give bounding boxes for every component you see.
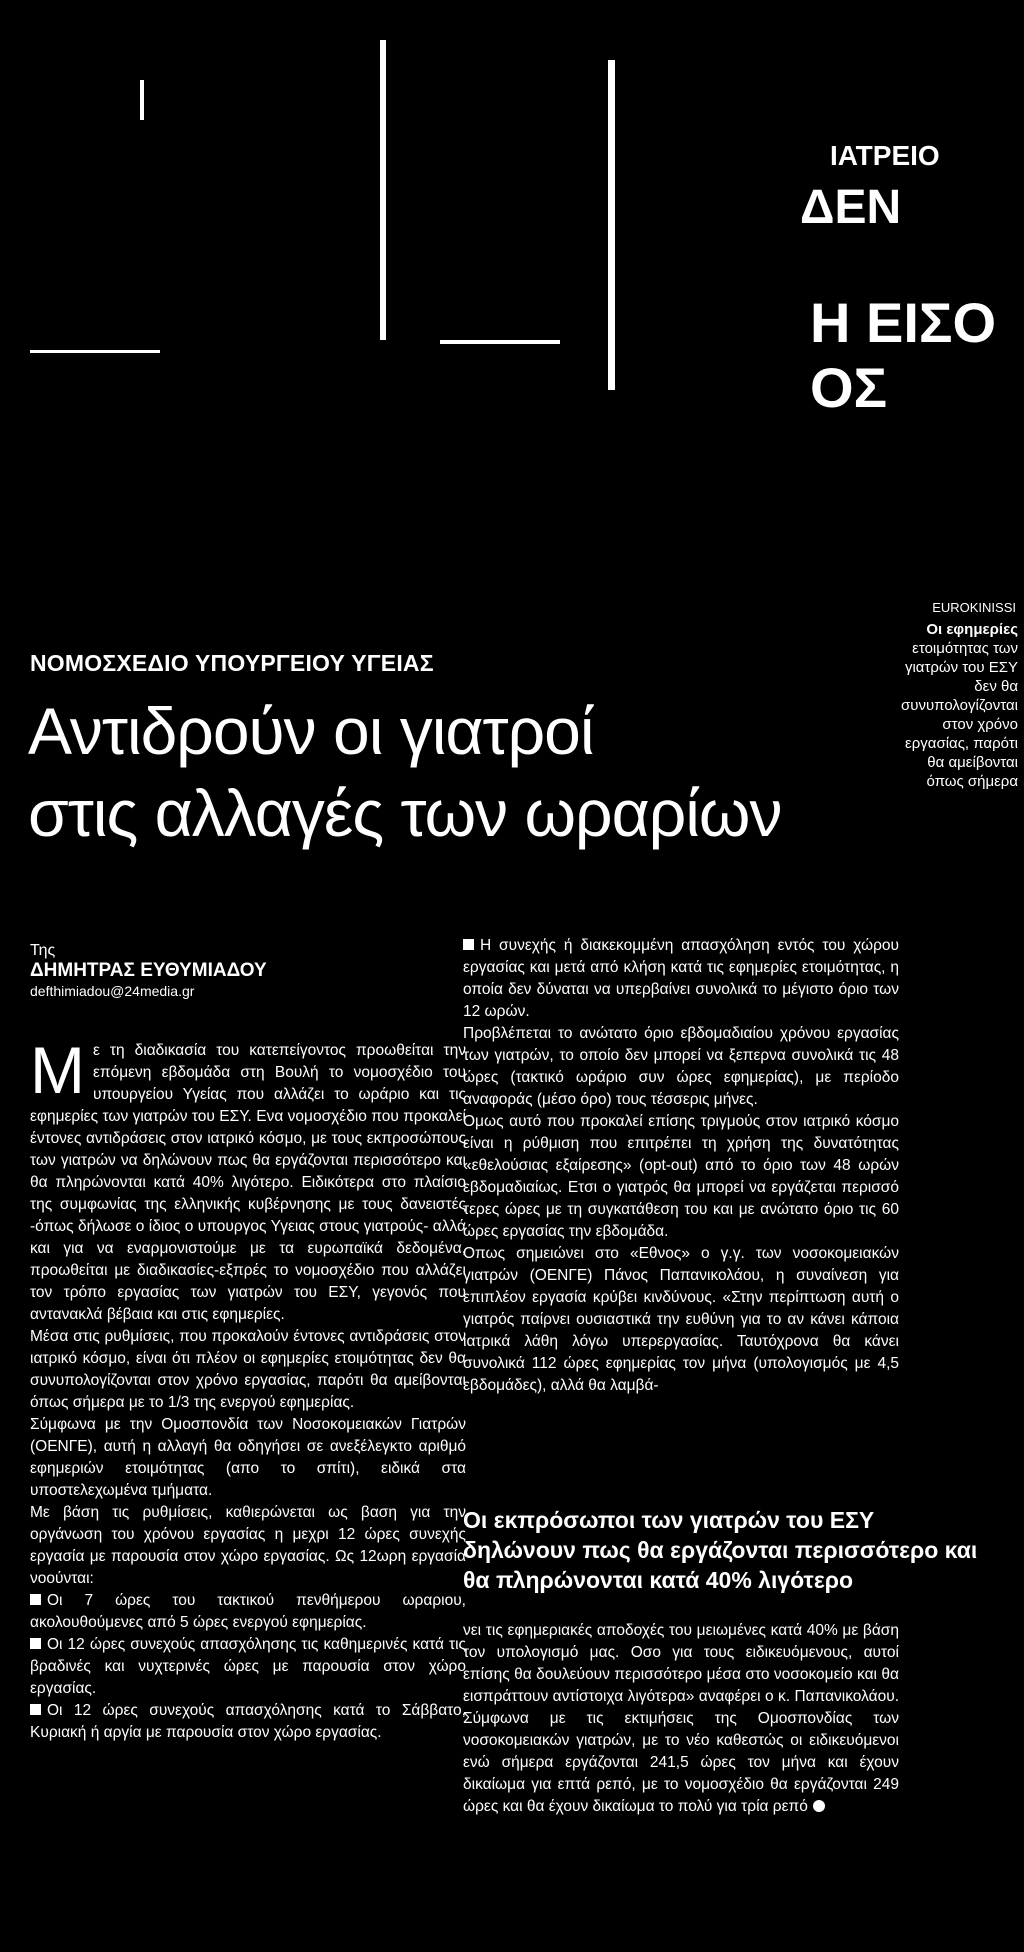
caption-bold: Οι εφημερίες	[926, 621, 1018, 638]
photo-sign-text: ΔΕΝ	[800, 181, 902, 234]
photo-light-streak	[140, 80, 144, 120]
headline	[28, 690, 781, 854]
article-paragraph: νει τις εφημεριακές αποδοχές του μειωμένες κατά 40% με βάση τον υπολογισμό μας. Οσο για τους ειδικευόμενους, αυτοί επίσης θα δουλεύουν περισσότερο μέσα στο νοσοκομείο και θα εισπράττουν αντίστοιχα λιγότερα» αναφέρει ο κ. Παπανικολάου. Σύμφωνα με τις εκτιμήσεις της Ομοσπονδίας των νοσοκομειακών γιατρών, με το νέο καθεστώς οι ειδικευόμενοι ενώ σήμερα εργάζονται 241,5 ώρες τον μήνα και έχουν δικαίωμα για επτά ρεπό, με το νομοσχέδιο θα εργάζονται 249 ώρες και θα έχουν δικαίωμα το πολύ για τρία ρεπό	[463, 1622, 899, 1815]
byline-email[interactable]: defthimiadou@24media.gr	[30, 983, 195, 999]
photo-light-streak	[440, 340, 560, 344]
byline-prefix: Της	[30, 942, 56, 959]
photo-caption	[890, 620, 1018, 791]
photo-light-streak	[30, 350, 160, 353]
article-paragraph: Σύμφωνα με την Ομοσπονδία των Νοσοκομειακών Γιατρών (ΟΕΝΓΕ), αυτή η αλλαγή θα οδηγήσει σε ανεξέλεγκτο αριθμό εφημεριών ετοιμότητας (απο το σπίτι), ειδικά στα υποστελεχωμένα τμήματα.	[30, 1416, 466, 1499]
article-paragraph: Μέσα στις ρυθμίσεις, που προκαλούν έντονες αντιδράσεις στον ιατρικό κόσμο, είναι ότι πλέον οι εφημερίες ετοιμότητας δεν θα συνυπολογίζονται στον χρόνο εργασίας, παρότι θα αμείβονται όπως σήμερα με το 1/3 της ενεργού εφημερίας.	[30, 1328, 466, 1411]
photo-light-streak	[608, 60, 615, 390]
header-photo	[0, 0, 1024, 600]
article-paragraph: Προβλέπεται το ανώτατο όριο εβδομαδιαίου χρόνου εργασίας των γιατρών, το οποίο δεν μπορεί να ξεπερνα συνολικά τις 48 ώρες (τακτικό ωράριο συν ώρες εφημερίας), με περίοδο αναφοράς (μέσο όρο) τους τέσσερις μήνες.	[463, 1025, 899, 1108]
photo-credit: EUROKINISSI	[932, 600, 1016, 615]
pull-quote: Οι εκπρόσωποι των γιατρών του ΕΣΥ δηλώνουν πως θα εργάζονται περισσότερο και θα πληρώνονται κατά 40% λιγότερο	[463, 1507, 978, 1593]
drop-cap: Μ	[30, 1033, 85, 1107]
section-kicker: ΝΟΜΟΣΧΕΔΙΟ ΥΠΟΥΡΓΕΙΟΥ ΥΓΕΙΑΣ	[30, 650, 434, 676]
photo-sign-text: Η ΕΙΣΟ ΟΣ	[810, 291, 997, 419]
article-column-2	[463, 935, 899, 1397]
caption-text: ετοιμότητας των γιατρών του ΕΣΥ δεν θα συνυπολογίζονται στον χρόνο εργασίας, παρότι θα αμείβονται όπως σήμερα	[901, 640, 1018, 790]
photo-sign-text: ΙΑΤΡΕΙΟ	[830, 140, 940, 171]
bullet-item: Οι 12 ώρες συνεχούς απασχόλησης τις καθημερινές κατά τις βραδινές και νυχτερινές ώρες με παρουσία στον χώρο εργασίας.	[30, 1636, 466, 1697]
headline-line: Αντιδρούν οι γιατροί	[28, 694, 594, 768]
end-mark-icon	[813, 1800, 825, 1812]
bullet-item: Οι 12 ώρες συνεχούς απασχόλησης κατά το Σάββατο, Κυριακή ή αργία με παρουσία στον χώρο εργασίας.	[30, 1702, 466, 1741]
article-paragraph: Με βάση τις ρυθμίσεις, καθιερώνεται ως βαση για την οργάνωση του χρόνου εργασίας η μεχρι 12 ώρες συνεχής εργασία με παρουσία στον χώρο εργασίας. Ως 12ωρη εργασία νοούνται:	[30, 1504, 466, 1587]
article-column-1	[30, 1033, 466, 1744]
bullet-square-icon	[30, 1704, 41, 1715]
bullet-square-icon	[30, 1594, 41, 1605]
photo-light-streak	[380, 40, 386, 340]
bullet-item: Η συνεχής ή διακεκομμένη απασχόληση εντός του χώρου εργασίας και μετά από κλήση κατά τις εφημερίες ετοιμότητας, η οποία δεν δύναται να υπερβαίνει συνολικά το μέγιστο όριο των 12 ωρών.	[463, 937, 899, 1020]
article-column-3	[463, 1620, 899, 1818]
article-paragraph: Οπως σημειώνει στο «Εθνος» ο γ.γ. των νοσοκομειακών γιατρών (ΟΕΝΓΕ) Πάνος Παπανικολάου, η συναίνεση για επιπλέον εργασία κρύβει κινδύνους. «Στην περίπτωση αυτή ο γιατρός παίρνει ουσιαστικά την ευθύνη για το αν κάνει κάποια ιατρικά λάθη λόγω υπερεργασίας. Ταυτόχρονα θα κάνει συνολικά 112 ώρες εφημερίας τον μήνα (υπολογισμός με 4,5 εβδομάδες), αλλά θα λαμβά-	[463, 1245, 899, 1394]
bullet-square-icon	[30, 1638, 41, 1649]
article-paragraph: Με τη διαδικασία του κατεπείγοντος προωθείται την επόμενη εβδομάδα στη Βουλή το νομοσχέδιο του υπουργείου Υγείας που αλλάζει το ωράριο και τις εφημερίες των γιατρών του ΕΣΥ. Ενα νομοσχέδιο που προκαλεί έντονες αντιδράσεις στον ιατρικό κόσμο, με τους εκπροσώπους των γιατρών να δηλώνουν πως θα εργάζονται περισσότερο και θα πληρώνονται κατά 40% λιγότερο. Ειδικότερα στο πλαίσιο της συμφωνίας της ελληνικής κυβέρνησης με τους δανειστές -όπως δήλωσε ο ίδιος ο υπουργος Υγειας στους γιατρούς- αλλά και για να εναρμονιστούμε με τα ευρωπαϊκά δεδομένα, προωθείται με διαδικασίες-εξπρές το νομοσχέδιο που αλλάζει τον τρόπο εργασίας των γιατρών του ΕΣΥ, γεγονός που αντανακλά βέβαια και στις εφημερίες.	[30, 1033, 466, 1323]
headline-line: στις αλλαγές των ωραρίων	[28, 776, 782, 850]
article-paragraph: Ομως αυτό που προκαλεί επίσης τριγμούς στον ιατρικό κόσμο είναι η ρύθμιση που επιτρέπει τη χρήση της δυνατότητας «εθελούσιας εξαίρεσης» (opt-out) από το όριο των 48 ωρών εβδομαδιαίως. Ετσι ο γιατρός θα μπορεί να εργάζεται περισσό τερες ώρες με τη συγκατάθεση του και με ανώτατο όριο τις 60 ώρες εργασίας την εβδομάδα.	[463, 1113, 899, 1240]
bullet-item: Οι 7 ώρες του τακτικού πενθήμερου ωραριου, ακολουθούμενες από 5 ώρες ενεργού εφημερίας.	[30, 1592, 466, 1631]
byline-author: ΔΗΜΗΤΡΑΣ ΕΥΘΥΜΙΑΔΟΥ	[30, 960, 267, 981]
byline	[30, 941, 267, 1001]
bullet-square-icon	[463, 939, 474, 950]
